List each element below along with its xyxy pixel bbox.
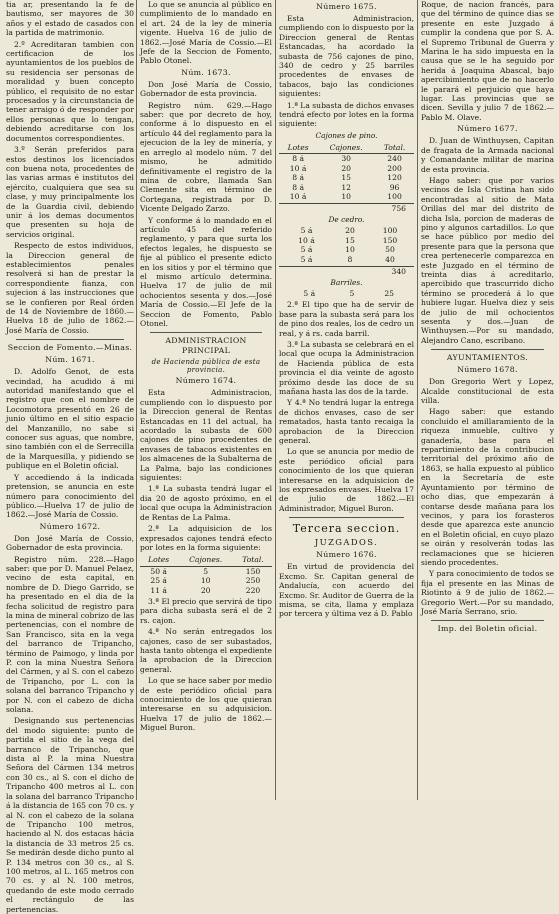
notice-number: Número 1676. (316, 550, 377, 560)
paragraph: Don José María de Cossio, Gobernador de esta provincia. (140, 79, 272, 99)
section-title: ADMINISTRACION PRINCIPAL (165, 336, 247, 356)
paragraph: Y 4.ª No tendrá lugar la entrega de dichos envases, caso de ser rematados, hasta tanto recaiga la aprobacion de la Direccion general. (279, 398, 414, 446)
notice-number: Número 1677. (457, 124, 518, 134)
paragraph: 1.ª La subasta tendrá lugar el dia 20 de agosto próximo, en el local que ocupa la Administracion de Rentas de La Palma. (140, 484, 272, 522)
divider (431, 349, 544, 350)
paragraph: Lo que se hace saber por medio de este periódico oficial para conocimiento de los que quieran interesarse en su adquisicion. Huelva 17 de julio de 1862.—Miguel Buron. (140, 676, 272, 733)
table-cell: 10 (341, 191, 351, 201)
section-title: Tercera seccion. (292, 522, 401, 536)
paragraph: En virtud de providencia del Excmo. Sr. Capitan general de Andalucía, con acuerdo del Excmo. Sr. Auditor de Guerra de la misma, se cita, llama y emplaza por tercera y última vez á D. Pablo (279, 562, 414, 619)
table-cell: 12 (341, 182, 351, 192)
table-cell: 100 (382, 226, 398, 236)
column-4 (421, 0, 554, 800)
paragraph: Registro núm. 228.—Hago saber: que por D. Manuel Pelaez, vecino de esta capital, en nombre de D. Diego Garrido, se ha presentado en el dia de la fecha solicitud de registro para la mina de mineral cobrizo de las pertenencias, con el nombre de San Francisco, sita en la vega del barranco de Tripancho, término de Paimogo, y linda por P. con la mina Nuestra Señora del Cármen, y al S. con el cabezo de Tripancho, por L. con la solana del barranco Tripancho y por N. con el cabezo de dicha solana. (6, 554, 134, 715)
table-cell: 8 á (292, 182, 304, 192)
table-cell: 8 á (292, 173, 304, 183)
table-cell: 5 (349, 288, 355, 298)
divider (289, 517, 404, 518)
paragraph: Lo que se anuncia por medio de este periódico oficial para conocimiento de los que quieran interesarse en la adquisicion de los expresados envases. Huelva 17 de julio de 1862.—El Administrador, Miguel Buron. (279, 447, 414, 513)
table-cell: 8 á (292, 154, 304, 164)
table-cell: 5 á (303, 288, 316, 298)
table-cell: 250 (245, 576, 261, 586)
table-total: 756 (279, 203, 414, 213)
table-cell: 5 (203, 566, 209, 576)
table-cell: 240 (387, 154, 402, 164)
paragraph: Y para conocimiento de todos se fija el presente en las Minas de Riotinto á 9 de julio de 1862.—Gregorio Wert.—Por su mandado, José María Serrano, srio. (421, 569, 554, 616)
column-2 (140, 0, 272, 800)
table-cell: 25 á (150, 576, 167, 586)
table-header: Lotes (140, 554, 177, 566)
table-row (279, 236, 414, 245)
notice-number: Núm. 1671. (45, 355, 95, 365)
table-header: Cajones. (317, 142, 375, 154)
paragraph: 4.ª No serán entregados los cajones, caso de ser subastados, hasta tanto obtenga el expediente la aprobacion de la Direccion general. (140, 627, 272, 674)
table-row (140, 576, 272, 585)
section-subtitle: JUZGADOS. (314, 537, 379, 548)
notice-number: Número 1672. (39, 521, 101, 531)
table-cell: 10 á (298, 235, 315, 245)
divider (150, 332, 262, 333)
table-cell: 96 (389, 182, 400, 192)
paragraph: Esta Administracion, cumpliendo con lo dispuesto por la Direccion general de Rentas Estancadas en 11 del actual, ha acordado la subasta de 600 cajones de pino procedentes de envases de tabacos existentes en los almacenes de la Subalterna de La Palma, bajo las condiciones siguientes: (140, 388, 272, 483)
paragraph: 3.º Serán preferidos para estos destinos los licenciados con buena nota, procedentes de las varias armas é institutos del ejército, cualquiera que sea su clase, y muy principalmente los de la Guardia civil, debiendo unir á los demas documentos que presenten su hoja de servicios original. (6, 145, 134, 239)
notice-number: Número 1675. (316, 2, 377, 11)
paragraph: 2.ª El tipo que ha de servir de base para la subasta será para los de pino dos reales, los de cedro un real, y á rs. cada barril. (279, 300, 414, 338)
paragraph: Don José María de Cossio, Gobernador de esta provincia. (6, 533, 134, 553)
table-cell: 220 (245, 585, 261, 595)
table-cell: 30 (341, 154, 351, 164)
table-row (279, 192, 414, 201)
table-header: Lotes (279, 142, 317, 154)
table-cell: 100 (387, 191, 402, 201)
table-cell: 5 á (300, 226, 313, 236)
section-title: Seccion de Fomento.—Minas. (7, 343, 133, 353)
paragraph: 3.ª La subasta se celebrará en el local que ocupa la Administracion de Hacienda pública de esta provincia el dia veinte de agosto próximo desde las doce de su mañana hasta las dos de la tarde. (279, 339, 414, 396)
table-cell: 25 (384, 288, 394, 298)
table-row (279, 245, 414, 254)
paragraph: 2.ª La adquisicion de los expresados cajones tendrá efecto por lotes en la forma siguiente: (140, 524, 272, 552)
imprint: Imp. del Boletin oficial. (437, 624, 538, 634)
notice-number: Número 1678. (457, 365, 518, 375)
paragraph: Hago saber: que estando concluido el amillaramiento de la riqueza inmueble, cultivo y ganadería, base para el repartimiento de la contribucion territorial del próximo año de 1863, se halla expuesto al público en la Secretaría de este Ayuntamiento por término de ocho dias, que empezarán á contarse desde mañana para los vecinos, y para los forasteros desde que aparezca este anuncio en el Boletin oficial, en cuyo plazo se oirán y resolverán todas las reclamaciones que se hicieren siendo procedentes. (421, 407, 554, 567)
table-row (279, 154, 414, 164)
table-row (279, 183, 414, 192)
table-cell: 10 (200, 576, 211, 586)
table-cell: 5 á (300, 254, 313, 264)
paragraph: Respecto de estos individuos, la Direccion general de establecimientos penales resolverá si han de prestar la correspondiente fianza, con sujecion á las instrucciones que se le confieren por Real órden de 14 de Noviembre de 1860.—Huelva 18 de julio de 1862.—José María de Cossio. (6, 241, 134, 335)
table-cell: 20 (341, 163, 351, 173)
table-row (279, 164, 414, 173)
paragraph: Roque, de nacion francés, para que del término de quince dias se presente en este Juzgado á cumplir la condena que por S. A. el Supremo Tribunal de Guerra y Marina le ha sido impuesta en la causa que se le ha seguido por herida á Joaquina Abascal, bajo apercibimiento que de no hacerlo le parará el perjuicio que haya lugar. Las provincias que se dicen. Sevilla y julio 7 de 1862.—Pablo M. Olave. (421, 0, 554, 122)
paragraph: Lo que se anuncia al público en cumplimiento de lo mandado en el art. 24 de la ley de minería vigente. Huelva 16 de julio de 1862.—José María de Cossio.—El Jefe de la Seccion de Fomento, Pablo Otonel. (140, 0, 272, 66)
table-row (279, 289, 414, 298)
table-cell: 20 (345, 226, 355, 236)
table-section-label: Barriles. (330, 277, 363, 287)
paragraph: tia ar, presentando la fe de bautismo, ser mayores de 30 años y el estado de casados con la partida de matrimonio. (6, 0, 134, 38)
paragraph: Hago saber: que por varios vecinos de Isla Cristina han sido encontradas al sitio de Mata Orillas del mar del distrito de dicha Isla, porcion de maderas de pino y algunos cartadillos. Lo que se hace público por medio del presente para que la persona que crea pertenecerle comparezca en este Juzgado en el término de treinta dias á acreditarlo, apercibido que trascurrido dicho término se procederá á lo que hubiere lugar. Huelva diez y seis de julio de mil ochocientos sesenta y dos.—Juan de Winthuysen.—Por su mandado, Alejandro Cano, escribano. (421, 175, 554, 345)
table-section-label: Cajones de pino. (315, 130, 378, 140)
paragraph: 3.ª El precio que servirá de tipo para dicha subasta será el de 2 rs. cajon. (140, 596, 272, 625)
table-cell: 8 (347, 254, 353, 264)
paragraph: D. Juan de Winthuysen, Capitan de fragata de la Armada nacional y Comandante militar de marina de esta provincia. (421, 136, 554, 174)
table-cell: 150 (245, 566, 261, 576)
paragraph: Esta Administracion, cumpliendo con lo dispuesto por la Direccion general de Rentas Estancadas, ha acordado la subasta de 756 cajones de pino, 340 de cedro y 25 barriles procedentes de envases de tabacos, bajo las condiciones siguientes: (279, 14, 414, 99)
paragraph: Registro núm. 629.—Hago saber: que por decreto de hoy, conforme á lo dispuesto en el artículo 44 del reglamento para la ejecucion de la ley de minería, y en arreglo al modelo núm. 7 del mismo, he admitido definitivamente el registro de la mina de cobre, llamada San Clemente sita en término de Cortegana, registrada por D. Vicente Delgado Zarzo. (140, 100, 272, 214)
section-subtitle: de Hacienda pública de esta provincia. (151, 358, 261, 375)
table-cell: 10 (345, 245, 355, 255)
column-rule (275, 0, 276, 800)
divider (431, 620, 544, 621)
paragraph: Don Gregorio Wert y Lopez, Alcalde constitucional de esta villa. (421, 377, 554, 406)
table-cell: 50 á (150, 566, 167, 576)
table-cell: 10 á (289, 163, 307, 173)
divider (16, 339, 124, 340)
table-section-label: De cedro. (328, 215, 365, 225)
section-title: AYUNTAMIENTOS. (446, 353, 529, 363)
column-rule (417, 0, 418, 800)
paragraph: Y accediendo á la indicada pretension, se anuncia en este número para conocimiento del público.—Huelva 17 de julio de 1862.—José María de Cossio. (6, 472, 134, 520)
cedar-crates-table (279, 226, 414, 264)
table-row (279, 226, 414, 235)
paragraph: Designando sus pertenencias del modo siguiente: punto de partida el sitio de la vega del barranco de Tripancho, que dista al P. la mina Nuestra Señora del Cármen 134 metros con 30 cs., al S. con el dicho de Tripancho 400 metros al L. con la solana del barranco Tripancho á la distancia de 165 con 70 cs. y al N. con el cabezo de la solana de Tripancho 100 metros, haciendo al N. dos estacas hácia la distancia de 33 metros 25 cs. Se medirán desde dicho punto al P. 134 metros con 30 cs., al S. 100 metros, al L. 165 metros con 70 cs. y al N. 100 metros, quedando de este modo cerrado el rectángulo de las pertenencias. (6, 716, 134, 914)
table-cell: 120 (387, 173, 402, 183)
table-total: 340 (279, 266, 414, 276)
table-cell: 20 (200, 585, 211, 595)
table-cell: 150 (382, 235, 398, 245)
lots-table (140, 554, 272, 595)
table-cell: 5 á (300, 245, 313, 255)
table-cell: 40 (385, 254, 395, 264)
table-row (140, 566, 272, 576)
table-cell: 10 á (289, 191, 307, 201)
column-rule (136, 0, 137, 800)
table-cell: 11 á (150, 585, 167, 595)
pine-crates-table (279, 142, 414, 201)
notice-number: Núm. 1673. (181, 67, 231, 77)
table-row (279, 173, 414, 182)
paragraph: 2.º Acreditaran tambien con certificacion de los ayuntamientos de los pueblos de su residencia ser personas de moralidad y buen concepto público, el requisito de no estar procesados y la circunstancia de tener arraigo ó de responder por ellos personas que lo tengan, debiendo acreditarse con los documentos correspondientes. (6, 39, 134, 143)
table-cell: 50 (385, 245, 395, 255)
table-cell: 15 (345, 235, 355, 245)
column-1 (6, 0, 134, 914)
table-header: Total. (375, 142, 414, 154)
barrels-table (279, 289, 414, 298)
notice-number: Número 1674. (175, 376, 237, 386)
paragraph: Y conforme á lo mandado en el artículo 45 del referido reglamento, y para que surta los efectos legales, he dispuesto se fije al público el presente edicto en los sitios y por el término que el mismo artículo determina. Huelva 17 de julio de mil ochocientos sesenta y dos.—José María de Cossio.—El Jefe de la Seccion de Fomento, Pablo Otonel. (140, 215, 272, 328)
table-cell: 200 (387, 163, 402, 173)
table-row (140, 586, 272, 595)
table-cell: 15 (341, 173, 351, 183)
table-header: Total. (234, 554, 272, 566)
paragraph: D. Adolfo Genot, de esta vecindad, ha acudido á mi autoridad manifestando que el registro que con el nombre de Locomotora presentó en 26 de junio último en el sitio espacio del Manzanillo, no sabe si conocer sus aguas, que nombre, sino también con el de Serrecilla de la Marquesilla, y pidiendo se publique en el Boletin oficial. (6, 367, 134, 471)
column-3 (279, 0, 414, 800)
paragraph: 1.ª La subasta de dichos envases tendrá efecto por lotes en la forma siguiente: (279, 100, 414, 129)
table-header: Cajones. (177, 554, 234, 566)
table-row (279, 255, 414, 264)
